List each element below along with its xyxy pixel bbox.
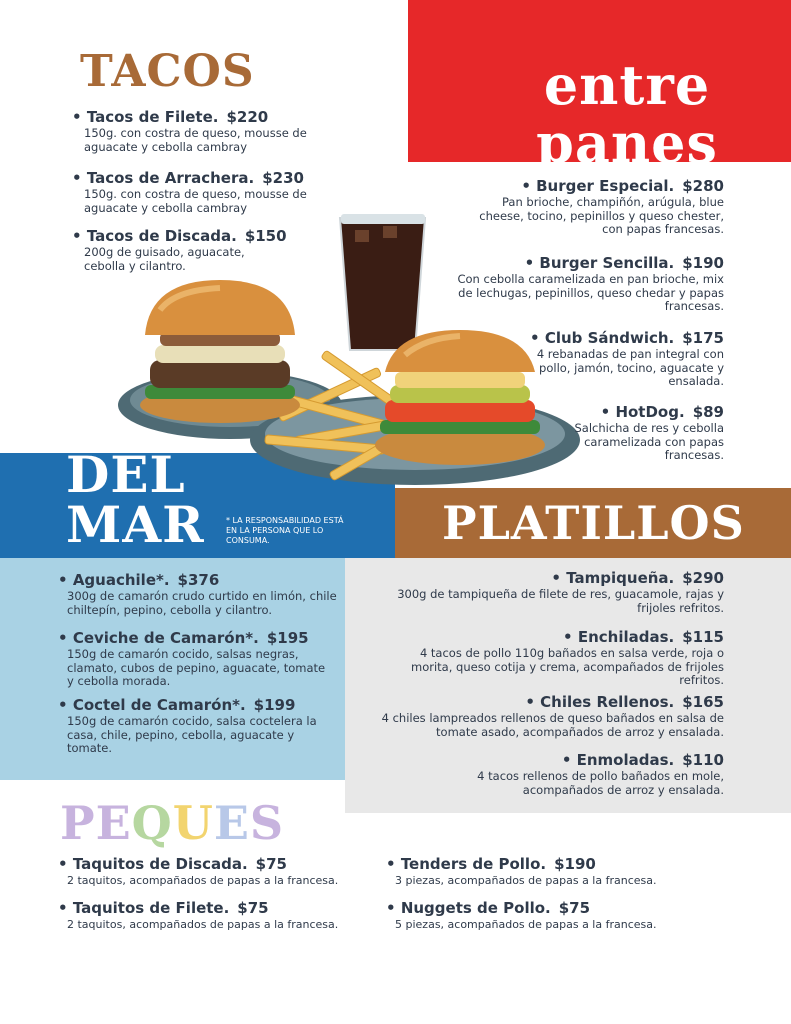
item-name: Tampiqueña. bbox=[566, 569, 675, 587]
item-price: $195 bbox=[266, 629, 309, 647]
entre-panes-heading bbox=[512, 53, 742, 175]
menu-item-enmoladas bbox=[435, 751, 724, 797]
tacos-heading: TACOS bbox=[80, 46, 255, 97]
item-price: $150 bbox=[244, 227, 287, 245]
item-price: $199 bbox=[253, 696, 296, 714]
peques-heading-letter: E bbox=[95, 796, 132, 850]
item-name: Tenders de Pollo. bbox=[400, 855, 547, 873]
item-price: $115 bbox=[682, 628, 724, 646]
item-name: Coctel de Camarón*. bbox=[72, 696, 246, 714]
item-price: $75 bbox=[255, 855, 287, 873]
item-price: $110 bbox=[682, 751, 724, 769]
item-description: 4 chiles lampreados rellenos de queso bañados en salsa de tomate asado, acompañados de arroz y ensalada. bbox=[381, 711, 724, 739]
menu-item-club-sandwich bbox=[520, 329, 724, 389]
item-description: 300g de camarón crudo curtido en limón, chile chiltepín, pepino, cebolla y cilantro. bbox=[67, 589, 337, 617]
item-description: Pan brioche, champiñón, arúgula, blue cheese, tocino, pepinillos y queso chester, con papas francesas. bbox=[479, 195, 724, 236]
peques-heading bbox=[60, 796, 284, 850]
menu-item-burger-especial bbox=[470, 177, 724, 237]
menu-item-taquitos-discada bbox=[58, 855, 388, 888]
menu-item-tacos-arrachera bbox=[72, 169, 332, 215]
item-name: Enmoladas. bbox=[576, 751, 675, 769]
peques-heading-letter: S bbox=[249, 796, 285, 850]
menu-item-hotdog bbox=[570, 403, 724, 463]
item-description: Con cebolla caramelizada en pan brioche, mix de lechugas, pepinillos, queso chedar y papas francesas. bbox=[457, 272, 724, 313]
item-description: 300g de tampiqueña de filete de res, guacamole, rajas y frijoles refritos. bbox=[397, 587, 724, 615]
item-price: $89 bbox=[692, 403, 724, 421]
item-price: $190 bbox=[554, 855, 596, 873]
soda-glass-icon bbox=[340, 214, 425, 350]
menu-item-ceviche-camaron bbox=[58, 629, 328, 689]
item-description: 150g. con costra de queso, mousse de aguacate y cebolla cambray bbox=[84, 187, 307, 215]
item-name: Chiles Rellenos. bbox=[540, 693, 675, 711]
menu-item-burger-sencilla bbox=[440, 254, 724, 314]
peques-heading-letter: Q bbox=[131, 796, 173, 850]
item-name: Tacos de Discada. bbox=[86, 227, 237, 245]
item-name: Taquitos de Discada. bbox=[72, 855, 248, 873]
item-name: Taquitos de Filete. bbox=[72, 899, 230, 917]
item-name: Burger Sencilla. bbox=[539, 254, 675, 272]
item-description: 200g de guisado, aguacate, cebolla y cilantro. bbox=[84, 245, 245, 273]
item-name: Enchiladas. bbox=[577, 628, 675, 646]
item-description: 150g de camarón cocido, salsas negras, clamato, cubos de pepino, aguacate, tomate y cebolla morada. bbox=[67, 647, 326, 688]
disclaimer-note: * LA RESPONSABILIDAD ESTÁ EN LA PERSONA QUE LO CONSUMA. bbox=[226, 516, 344, 545]
item-name: Aguachile*. bbox=[72, 571, 170, 589]
menu-item-enchiladas bbox=[380, 628, 724, 688]
peques-heading-letter: U bbox=[172, 796, 214, 850]
item-price: $220 bbox=[226, 108, 269, 126]
del-mar-heading-line2: MAR bbox=[66, 495, 205, 554]
item-price: $175 bbox=[682, 329, 724, 347]
burger-left-icon bbox=[140, 280, 300, 423]
menu-item-taquitos-filete bbox=[58, 899, 388, 932]
del-mar-heading bbox=[66, 445, 226, 554]
menu-item-tampiquena bbox=[395, 569, 724, 615]
menu-item-aguachile bbox=[58, 571, 343, 617]
item-description: 4 tacos rellenos de pollo bañados en mole, acompañados de arroz y ensalada. bbox=[477, 769, 724, 797]
peques-heading-letter: P bbox=[60, 796, 96, 850]
item-description: 150g de camarón cocido, salsa coctelera la casa, chile, pepino, cebolla, aguacate y tomate. bbox=[67, 714, 317, 755]
item-description: 4 tacos de pollo 110g bañados en salsa verde, roja o morita, queso cotija y crema, acompañados de frijoles refritos. bbox=[411, 646, 724, 687]
platillos-heading: PLATILLOS bbox=[442, 496, 745, 550]
menu-item-tacos-filete bbox=[72, 108, 332, 154]
item-price: $290 bbox=[682, 569, 724, 587]
item-description: 2 taquitos, acompañados de papas a la francesa. bbox=[67, 918, 339, 931]
item-name: Tacos de Arrachera. bbox=[86, 169, 255, 187]
item-price: $75 bbox=[558, 899, 591, 917]
item-description: 5 piezas, acompañados de papas a la francesa. bbox=[395, 918, 657, 931]
entre-panes-heading-line2: panes bbox=[536, 111, 718, 175]
item-description: 150g. con costra de queso, mousse de aguacate y cebolla cambray bbox=[84, 126, 307, 154]
item-price: $230 bbox=[262, 169, 304, 187]
item-price: $165 bbox=[682, 693, 724, 711]
item-name: Ceviche de Camarón*. bbox=[72, 629, 259, 647]
item-name: Nuggets de Pollo. bbox=[400, 899, 551, 917]
item-price: $75 bbox=[237, 899, 269, 917]
item-description: 4 rebanadas de pan integral con pollo, jamón, tocino, aguacate y ensalada. bbox=[536, 347, 724, 388]
menu-item-nuggets-pollo bbox=[386, 899, 716, 932]
menu-item-chiles-rellenos bbox=[355, 693, 724, 739]
item-name: Burger Especial. bbox=[536, 177, 675, 195]
item-name: Club Sándwich. bbox=[544, 329, 675, 347]
menu-item-tacos-discada bbox=[72, 227, 302, 273]
menu-item-coctel-camaron bbox=[58, 696, 328, 756]
item-name: Tacos de Filete. bbox=[86, 108, 219, 126]
entre-panes-heading-line1: entre bbox=[543, 53, 711, 117]
item-price: $190 bbox=[682, 254, 724, 272]
menu-item-tenders-pollo bbox=[386, 855, 716, 888]
item-name: HotDog. bbox=[615, 403, 685, 421]
del-mar-heading-line1: DEL bbox=[66, 445, 186, 504]
item-description: 2 taquitos, acompañados de papas a la francesa. bbox=[67, 874, 339, 887]
item-price: $376 bbox=[177, 571, 220, 589]
item-price: $280 bbox=[682, 177, 724, 195]
item-description: Salchicha de res y cebolla caramelizada con papas francesas. bbox=[574, 421, 724, 462]
item-description: 3 piezas, acompañados de papas a la francesa. bbox=[395, 874, 657, 887]
peques-heading-letter: E bbox=[213, 796, 250, 850]
